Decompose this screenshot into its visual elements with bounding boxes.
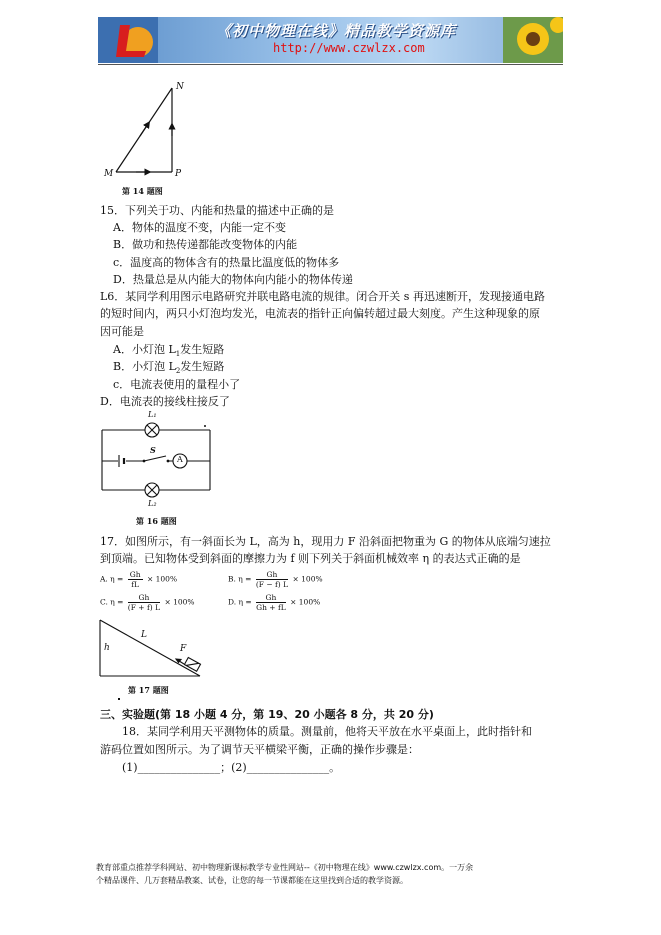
q17-option-b: B. η = $\frac{Gh}{(F - f) L}$ × 100%: [228, 570, 323, 589]
q16-option-a: A．小灯泡 $L_1$发生短路: [113, 343, 225, 359]
fig16-label-s: S: [150, 445, 156, 455]
q18-line-1: 18．某同学利用天平测物体的质量。测量前，他将天平放在水平桌面上，此时指针和: [122, 725, 532, 738]
q18-answer-blanks: (1)_______________；(2)_______________。: [122, 761, 341, 774]
section-3-title: 三、实验题(第 18 小题 4 分，第 19、20 小题各 8 分，共 20 分): [100, 708, 434, 721]
fig14-label-n: N: [176, 82, 184, 92]
q15-option-b: B．做功和热传递都能改变物体的内能: [113, 238, 298, 251]
q17-option-c: C. η = $\frac{Gh}{(F + f) L}$ × 100%: [100, 593, 195, 612]
q16-option-d: D．电流表的接线柱接反了: [100, 395, 230, 408]
q17-stem-line-1: 17．如图所示，有一斜面长为 L，高为 h，现用力 F 沿斜面把物重为 G 的物体从底端匀速拉: [100, 535, 551, 548]
q16-option-b: B．小灯泡 $L_2$发生短路: [113, 360, 225, 376]
q15-stem: 15．下列关于功、内能和热量的描述中正确的是: [100, 204, 334, 217]
fig14-label-p: P: [175, 169, 182, 179]
q16-option-c: c．电流表使用的量程小了: [113, 378, 241, 391]
q15-option-d: D．热量总是从内能大的物体向内能小的物体传递: [113, 273, 353, 286]
figure-16-circuit: [100, 410, 212, 510]
fig17-label-f: F: [180, 644, 187, 654]
banner-url[interactable]: http://www.czwlzx.com: [273, 41, 425, 55]
banner-title: 《初中物理在线》精品教学资源库: [216, 22, 457, 40]
q18-line-2: 游码位置如图所示。为了调节天平横梁平衡，正确的操作步骤是：: [100, 743, 419, 756]
fig17-caption: 第 17 题图: [128, 685, 169, 695]
header-banner: [98, 17, 563, 63]
footer-line-1: 教育部重点推荐学科网站、初中物理新课标教学专业性网站--《初中物理在线》www.czwlzx.com。一万余: [96, 863, 474, 872]
q15-option-c: c．温度高的物体含有的热量比温度低的物体多: [113, 256, 340, 269]
fig16-label-l1: L₁: [148, 410, 157, 419]
fig16-ammeter-label: A: [177, 455, 183, 464]
fig14-caption: 第 14 题图: [122, 186, 163, 196]
sunflower-image: [503, 17, 563, 63]
fig16-caption: 第 16 题图: [136, 516, 177, 526]
site-logo: [98, 17, 158, 63]
fig17-label-h: h: [104, 643, 110, 653]
q17-option-a: A. η = $\frac{Gh}{fL}$ × 100%: [100, 570, 178, 589]
header-rule: [98, 64, 563, 65]
fig17-label-l: L: [141, 630, 147, 640]
q16-stem-line-3: 因可能是: [100, 325, 144, 338]
figure-17-incline: [98, 618, 203, 680]
q17-stem-line-2: 到顶端。已知物体受到斜面的摩擦力为 f 则下列关于斜面机械效率 η 的表达式正确的是: [100, 552, 521, 565]
q16-stem-line-1: L6．某同学利用图示电路研究并联电路电流的规律。闭合开关 s 再迅速断开，发现接通电路: [100, 290, 545, 303]
figure-14-triangle: [100, 82, 200, 182]
fig16-label-l2: L₂: [148, 499, 157, 508]
footer-line-2: 个精品课件、几万套精品教案、试卷，让您的每一节课都能在这里找到合适的教学资源。: [96, 876, 408, 885]
q17-option-d: D. η = $\frac{Gh}{Gh + fL}$ × 100%: [228, 593, 321, 612]
fig14-label-m: M: [104, 169, 114, 179]
q15-option-a: A．物体的温度不变，内能一定不变: [113, 221, 286, 234]
stray-mark: [118, 698, 120, 700]
q16-stem-line-2: 的短时间内，两只小灯泡均发光，电流表的指针正向偏转超过最大刻度。产生这种现象的原: [100, 307, 540, 320]
